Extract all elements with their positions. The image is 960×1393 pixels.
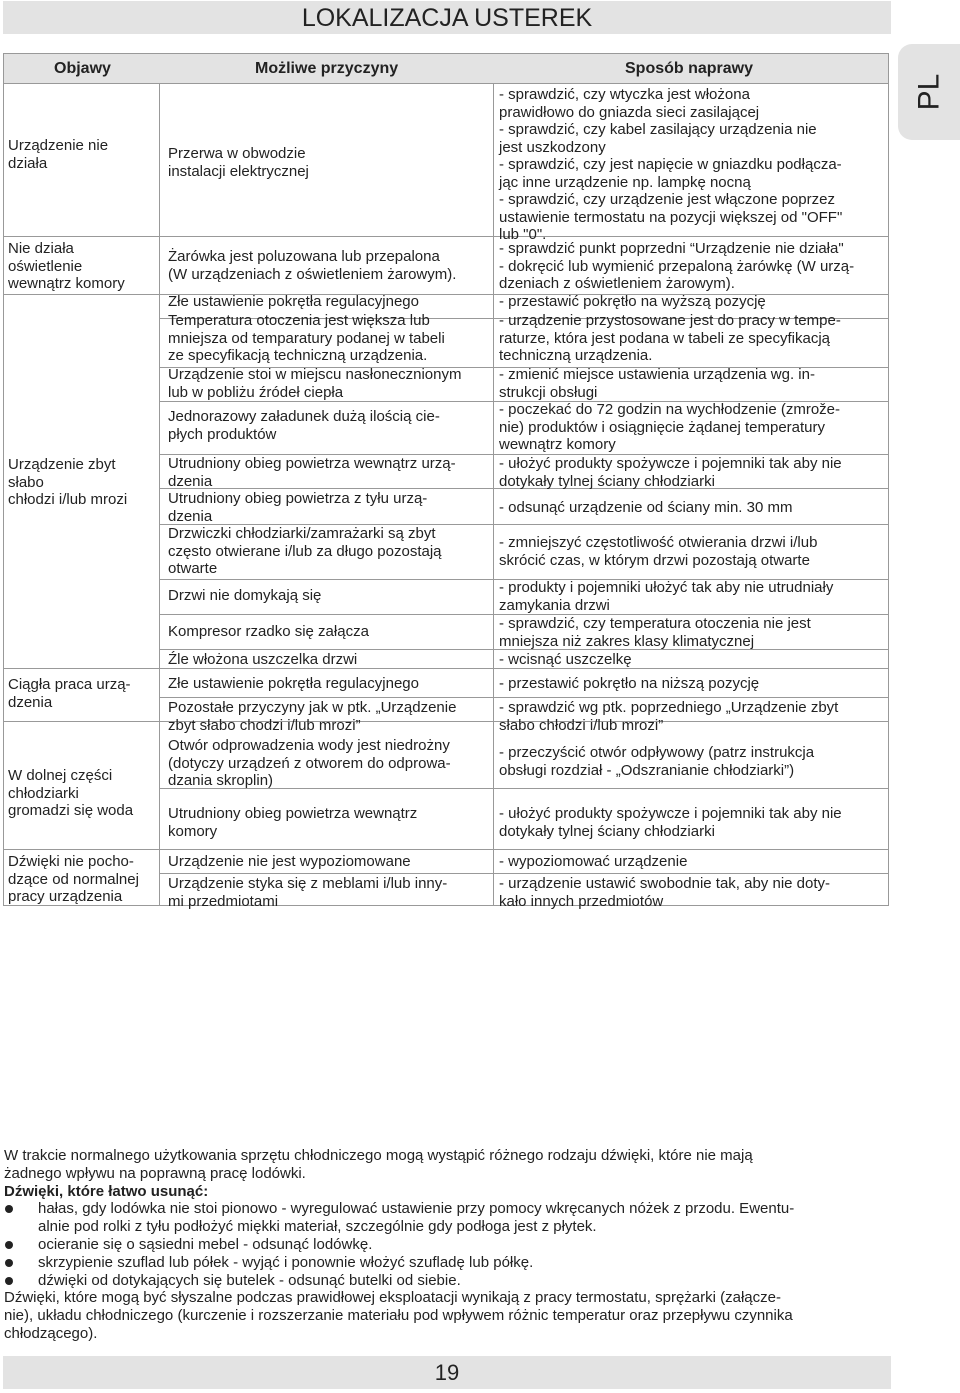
cause-cell: Jednorazowy załadunek dużą ilością cie- płych produktów xyxy=(168,408,440,443)
list-item xyxy=(4,1272,888,1290)
cause-cell: Źle włożona uszczelka drzwi xyxy=(168,651,358,668)
cause-cell: Złe ustawienie pokrętła regulacyjnego xyxy=(168,293,419,310)
remedy-cell: - ułożyć produkty spożywcze i pojemniki tak aby nie dotykały tylnej ściany chłodziarki xyxy=(499,455,842,490)
list-item xyxy=(4,1200,888,1236)
troubleshooting-table xyxy=(3,53,889,910)
cause-cell: Utrudniony obieg powietrza wewnątrz urzą- dzenia xyxy=(168,455,456,490)
cause-cell: Złe ustawienie pokrętła regulacyjnego xyxy=(168,675,419,692)
cause-cell: Otwór odprowadzenia wody jest niedrożny (dotyczy urządzeń z otworem do odprowa- dzania skroplin) xyxy=(168,737,451,789)
symptom-cell: Urządzenie nie działa xyxy=(8,137,109,172)
table-header xyxy=(4,54,888,84)
list-item xyxy=(4,1236,888,1254)
language-tab xyxy=(898,44,960,140)
remedy-cell: - przestawić pokrętło na niższą pozycję xyxy=(499,675,760,692)
symptom-cell: Dźwięki nie pocho- dzące od normalnej pracy urządzenia xyxy=(8,853,139,905)
noise-notes xyxy=(4,1147,888,1343)
cause-cell: Utrudniony obieg powietrza wewnątrz komory xyxy=(168,805,418,840)
cause-cell: Drzwi nie domykają się xyxy=(168,587,322,604)
language-label: PL xyxy=(911,73,945,111)
remedy-cell: - zmienić miejsce ustawienia urządzenia wg. in- strukcji obsługi xyxy=(499,366,815,401)
symptom-cell: Ciągła praca urzą- dzenia xyxy=(8,676,131,711)
notes-heading: Dźwięki, które łatwo usunąć: xyxy=(4,1182,209,1200)
col-header-symptoms: Objawy xyxy=(54,60,111,77)
remedy-cell: - zmniejszyć częstotliwość otwierania drzwi i/lub skrócić czas, w którym drzwi pozostają otwarte xyxy=(499,534,818,569)
row-divider xyxy=(159,873,888,874)
bullet-icon xyxy=(5,1277,13,1285)
cause-cell: Urządzenie styka się z meblami i/lub inny- mi przedmiotami xyxy=(168,875,448,910)
notes-outro: Dźwięki, które mogą być słyszalne podczas prawidłowej eksploatacji wynikają z pracy termostatu, sprężarki (załącze- nie), układu chłodniczego (kurczenie i rozszerzanie materiału pod wpływem różnic temperatur oraz przepływu czynnika chłodzącego). xyxy=(4,1289,793,1342)
remedy-cell: - sprawdzić punkt poprzedni “Urządzenie nie działa" - dokręcić lub wymienić przepaloną żarówkę (W urzą- dzeniach z oświetleniem żarowym). xyxy=(499,240,855,292)
col-header-remedies: Sposób naprawy xyxy=(625,60,754,77)
column-divider xyxy=(493,83,494,905)
cause-cell: Pozostałe przyczyny jak w ptk. „Urządzenie zbyt słabo chodzi i/lub mrozi” xyxy=(168,699,457,734)
row-divider xyxy=(159,697,888,698)
remedy-cell: - wcisnąć uszczelkę xyxy=(499,651,632,668)
remedy-cell: - sprawdzić, czy wtyczka jest włożona prawidłowo do gniazda sieci zasilającej - sprawdzić, czy kabel zasilający urządzenia nie jest uszkodzony - sprawdzić, czy jest napięcie w gniazdku podłącza- jąc inne urządzenie np. lampkę nocną - sprawdzić, czy urządzenie jest włączone poprzez ustawienie termostatu na pozycji większej od "OFF" lub "0". xyxy=(499,86,843,243)
row-divider xyxy=(4,849,888,850)
remedy-cell: - urządzenie ustawić swobodnie tak, aby nie doty- kało innych przedmiotów xyxy=(499,875,831,910)
page-title: LOKALIZACJA USTEREK xyxy=(3,1,891,34)
remedy-cell: - ułożyć produkty spożywcze i pojemniki tak aby nie dotykały tylnej ściany chłodziarki xyxy=(499,805,842,840)
symptom-cell: W dolnej części chłodziarki gromadzi się woda xyxy=(8,767,134,819)
symptom-cell: Nie działa oświetlenie wewnątrz komory xyxy=(8,240,125,292)
cause-cell: Urządzenie nie jest wypoziomowane xyxy=(168,853,411,870)
notes-list xyxy=(4,1200,888,1289)
remedy-cell: - sprawdzić wg ptk. poprzedniego „Urządzenie zbyt słabo chłodzi i/lub mrozi” xyxy=(499,699,839,734)
remedy-cell: - przestawić pokrętło na wyższą pozycję xyxy=(499,293,766,310)
cause-cell: Urządzenie stoi w miejscu nasłonecznionym lub w pobliżu źródeł ciepła xyxy=(168,366,462,401)
remedy-cell: - urządzenie przystosowane jest do pracy w tempe- raturze, która jest podana w tabeli ze specyfikacją techniczną urządzenia. xyxy=(499,312,841,364)
list-item-text: hałas, gdy lodówka nie stoi pionowo - wyregulować ustawienie przy pomocy wkręcanych nóżek z przodu. Ewentu- alnie pod rolki z tyłu podłożyć miękki materiał, szczególnie gdy podłoga jest z płytek. xyxy=(38,1200,795,1236)
row-divider xyxy=(4,668,888,669)
column-divider xyxy=(159,83,160,905)
remedy-cell: - wypoziomować urządzenie xyxy=(499,853,688,870)
remedy-cell: - produkty i pojemniki ułożyć tak aby nie utrudniały zamykania drzwi xyxy=(499,579,834,614)
page-number: 19 xyxy=(3,1356,891,1389)
list-item-text: dźwięki od dotykających się butelek - odsunąć butelki od siebie. xyxy=(38,1271,461,1289)
cause-cell: Żarówka jest poluzowana lub przepalona (W urządzeniach z oświetleniem żarowym). xyxy=(168,248,457,283)
list-item xyxy=(4,1254,888,1272)
list-item-text: ocieranie się o sąsiedni mebel - odsunąć lodówkę. xyxy=(38,1235,373,1253)
cause-cell: Przerwa w obwodzie instalacji elektrycznej xyxy=(168,145,309,180)
remedy-cell: - poczekać do 72 godzin na wychłodzenie (zmrože- nie) produktów i osiągnięcie żądanej temperatury wewnątrz komory xyxy=(499,401,841,453)
bullet-icon xyxy=(5,1205,13,1213)
bullet-icon xyxy=(5,1259,13,1267)
list-item-text: skrzypienie szuflad lub półek - wyjąć i ponownie włożyć szufladę lub półkę. xyxy=(38,1253,534,1271)
remedy-cell: - przeczyścić otwór odpływowy (patrz instrukcja obsługi rozdział - „Odszranianie chłodziarki”) xyxy=(499,744,815,779)
cause-cell: Kompresor rzadko się załącza xyxy=(168,623,369,640)
cause-cell: Utrudniony obieg powietrza z tyłu urzą- dzenia xyxy=(168,490,428,525)
notes-intro: W trakcie normalnego użytkowania sprzętu chłodniczego mogą wystąpić różnego rodzaju dźwięki, które nie mają żadnego wpływu na poprawną pracę lodówki. xyxy=(4,1147,753,1182)
cause-cell: Temperatura otoczenia jest większa lub mniejsza od temparatury podanej w tabeli ze specyfikacją techniczną urządzenia. xyxy=(168,312,445,364)
remedy-cell: - sprawdzić, czy temperatura otoczenia nie jest mniejsza niż zakres klasy klimatycznej xyxy=(499,615,811,650)
bullet-icon xyxy=(5,1241,13,1249)
remedy-cell: - odsunąć urządzenie od ściany min. 30 mm xyxy=(499,499,793,516)
col-header-causes: Możliwe przyczyny xyxy=(255,60,399,77)
cause-cell: Drzwiczki chłodziarki/zamrażarki są zbyt często otwierane i/lub za długo pozostają otwarte xyxy=(168,525,442,577)
symptom-cell: Urządzenie zbyt słabo chłodzi i/lub mrozi xyxy=(8,456,128,508)
